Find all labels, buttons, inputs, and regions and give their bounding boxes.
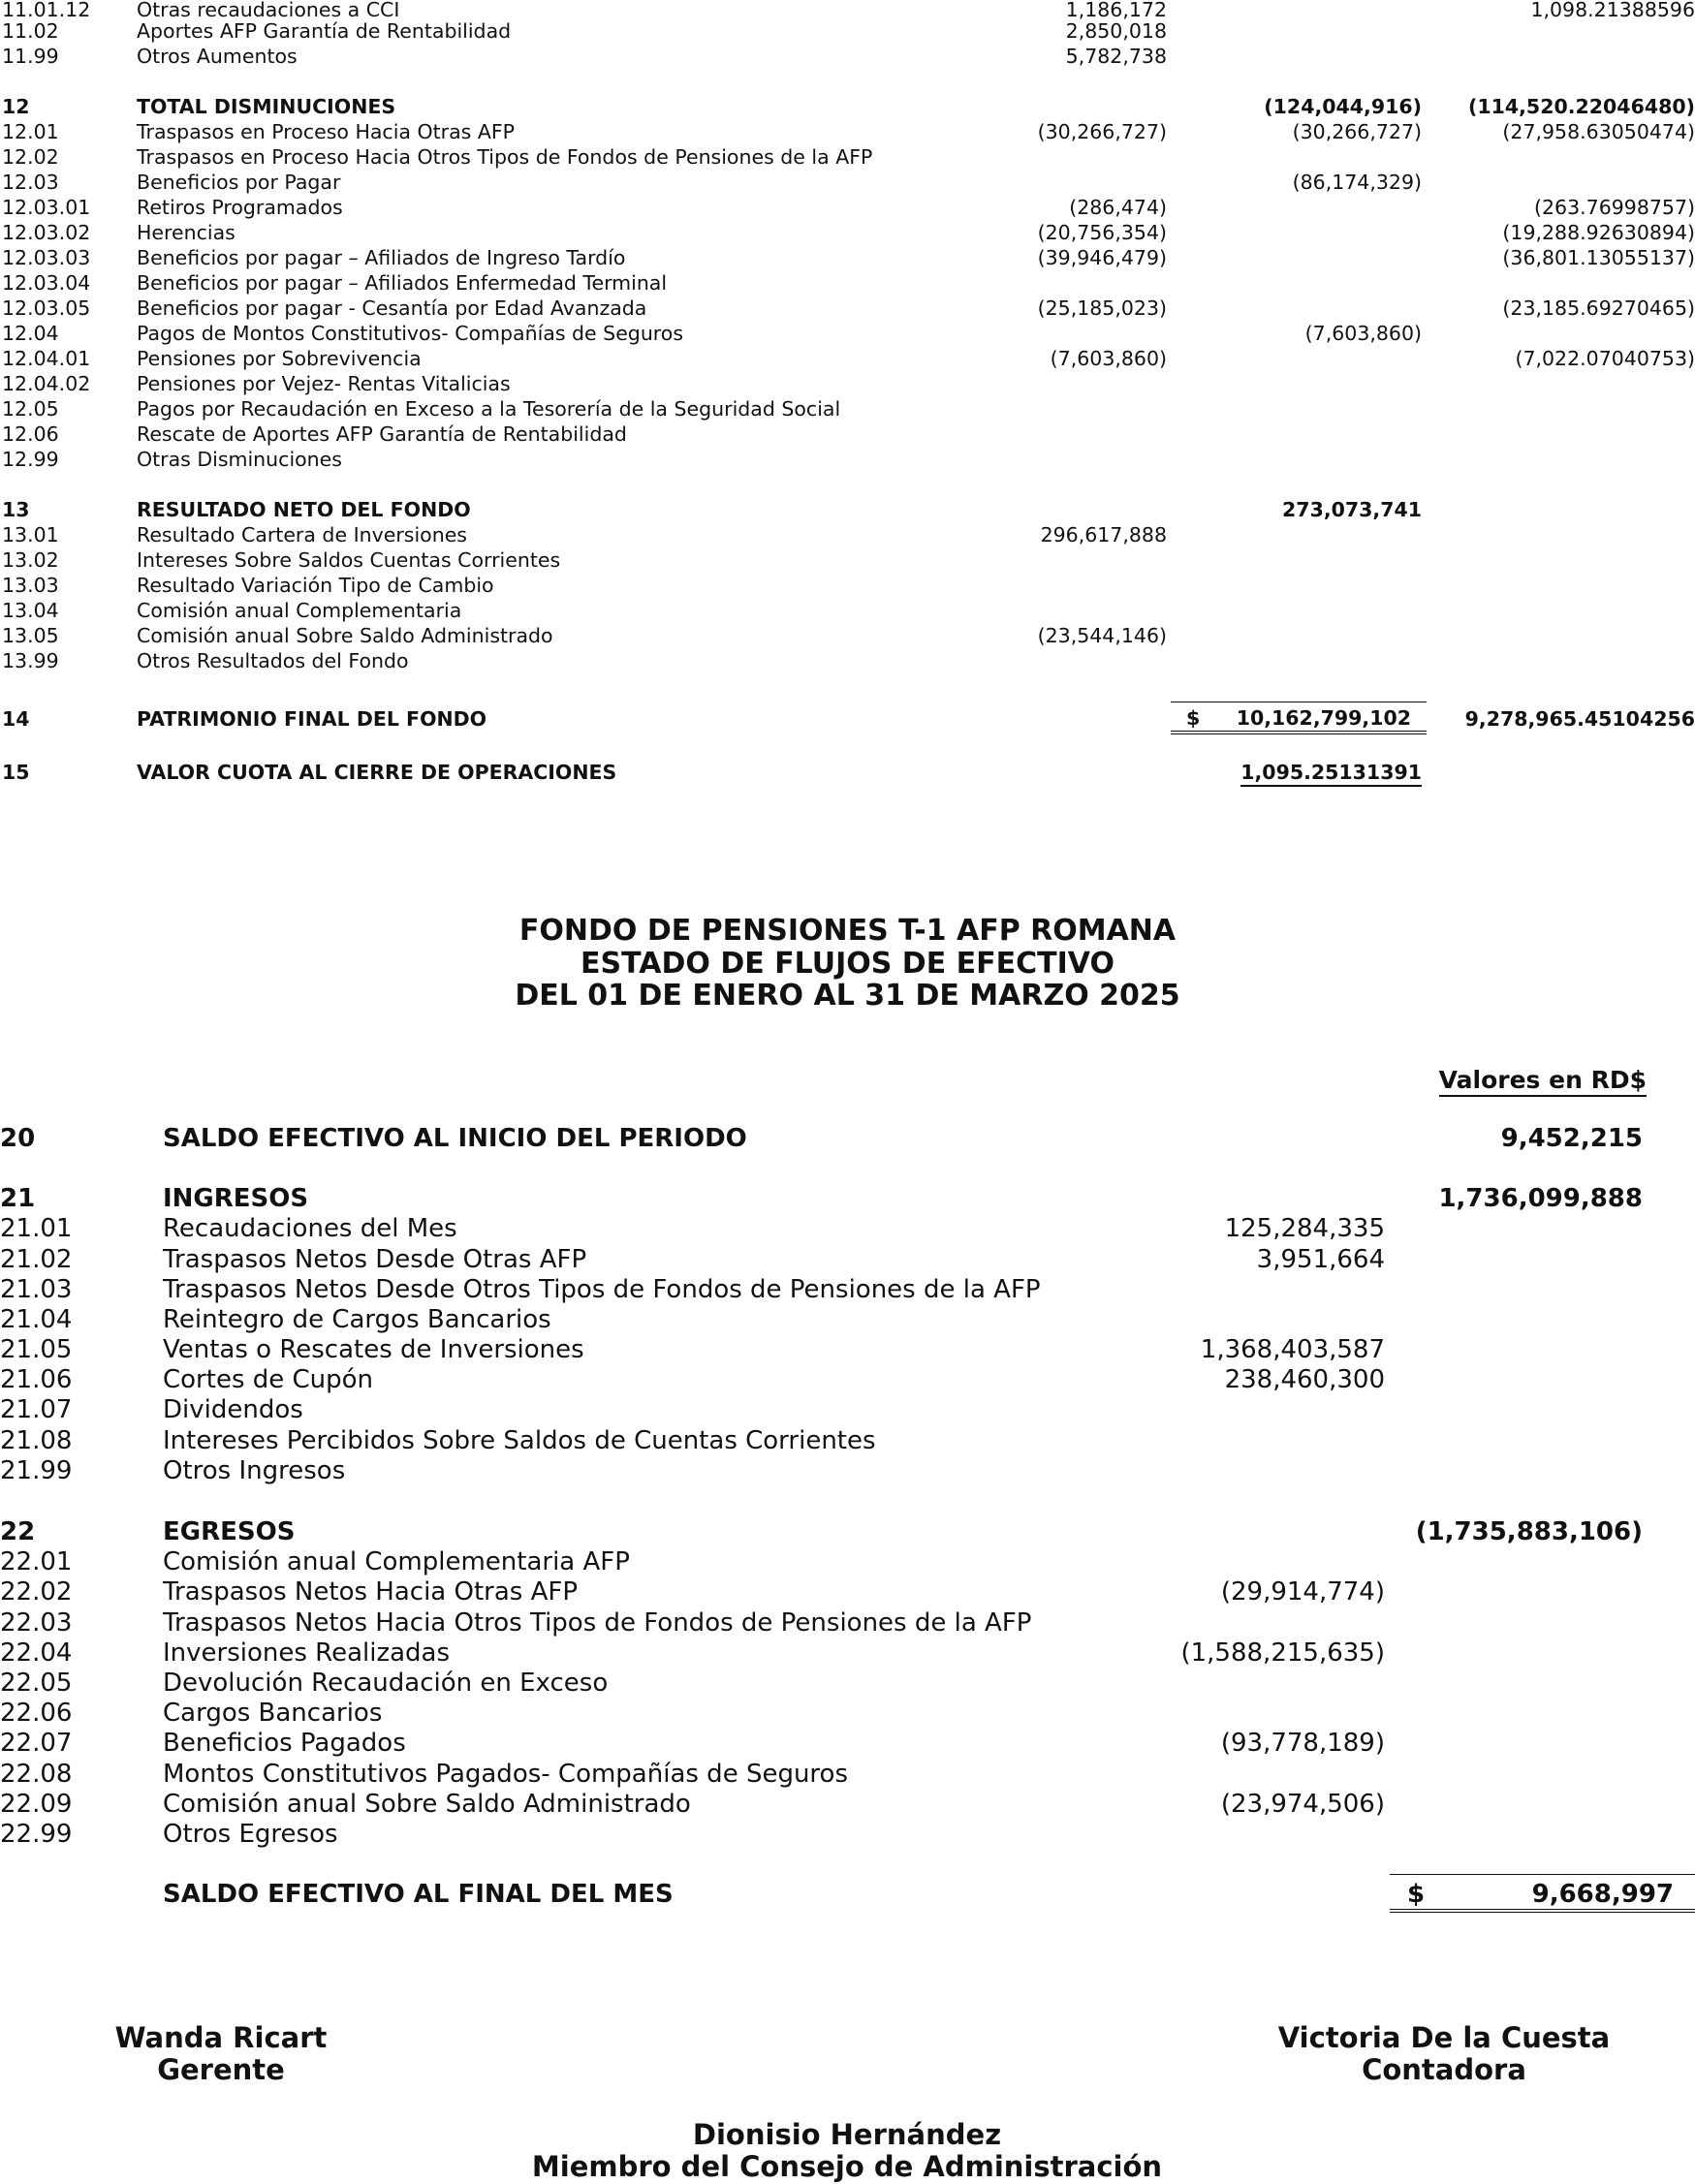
cashflow-desc: Traspasos Netos Hacia Otras AFP <box>163 1577 578 1607</box>
balance-desc: Traspasos en Proceso Hacia Otras AFP <box>137 120 516 143</box>
balance-desc: Comisión anual Complementaria <box>137 599 462 622</box>
cashflow-row <box>0 1699 1695 1728</box>
balance-desc: Otros Aumentos <box>137 45 298 68</box>
balance-desc: Retiros Programados <box>137 196 343 219</box>
cashflow-desc: Traspasos Netos Desde Otras AFP <box>163 1245 587 1274</box>
cashflow-desc: SALDO EFECTIVO AL INICIO DEL PERIODO <box>163 1124 747 1153</box>
balance-row <box>0 246 1695 269</box>
cashflow-desc: Otros Egresos <box>163 1820 338 1849</box>
cashflow-desc: INGRESOS <box>163 1184 309 1213</box>
cashflow-row <box>0 1426 1695 1455</box>
balance-c1: (286,474) <box>1069 196 1167 219</box>
cashflow-code: 22.05 <box>0 1669 73 1698</box>
balance-desc: Traspasos en Proceso Hacia Otros Tipos de Fondos de Pensiones de la AFP <box>137 145 873 169</box>
patrimonio-code: 14 <box>2 707 30 731</box>
cashflow-code: 22.04 <box>0 1638 73 1668</box>
patrimonio-amount: 10,162,799,102 <box>1236 706 1411 730</box>
signature-right <box>1260 2022 1628 2086</box>
balance-row <box>0 448 1695 471</box>
balance-desc: Otros Resultados del Fondo <box>137 649 409 672</box>
cashflow-row <box>0 1305 1695 1334</box>
balance-c1: (25,185,023) <box>1037 296 1167 320</box>
cashflow-desc: Reintegro de Cargos Bancarios <box>163 1305 551 1334</box>
patrimonio-currency: $ <box>1186 706 1201 730</box>
cashflow-code: 21.06 <box>0 1365 73 1394</box>
cashflow-desc: Intereses Percibidos Sobre Saldos de Cuentas Corrientes <box>163 1426 876 1455</box>
balance-c1: 1,186,172 <box>1065 0 1167 21</box>
cashflow-code: 21.04 <box>0 1305 73 1334</box>
balance-code: 11.99 <box>2 45 59 68</box>
balance-row <box>0 0 1695 21</box>
cashflow-code: 22.07 <box>0 1729 73 1758</box>
balance-row <box>0 347 1695 370</box>
cashflow-desc: Ventas o Rescates de Inversiones <box>163 1335 584 1364</box>
balance-code: 12.04 <box>2 322 59 345</box>
cashflow-row <box>0 1184 1695 1213</box>
cashflow-row <box>0 1577 1695 1607</box>
balance-desc: Pensiones por Vejez- Rentas Vitalicias <box>137 372 511 395</box>
balance-c3: (263.76998757) <box>1534 196 1695 219</box>
balance-code: 12 <box>2 95 30 118</box>
cashflow-c1: 1,368,403,587 <box>1200 1335 1385 1364</box>
balance-row <box>0 120 1695 143</box>
valor-cuota-code: 15 <box>2 761 30 784</box>
cashflow-row <box>0 1517 1695 1546</box>
cashflow-row <box>0 1729 1695 1758</box>
balance-desc: Pensiones por Sobrevivencia <box>137 347 422 370</box>
balance-row <box>0 271 1695 295</box>
cashflow-row <box>0 1395 1695 1424</box>
balance-c3: 1,098.21388596 <box>1530 0 1695 21</box>
cashflow-desc: Devolución Recaudación en Exceso <box>163 1669 609 1698</box>
cashflow-desc: Comisión anual Sobre Saldo Administrado <box>163 1790 691 1819</box>
balance-c1: (7,603,860) <box>1050 347 1167 370</box>
cashflow-title-line2: ESTADO DE FLUJOS DE EFECTIVO <box>581 947 1114 981</box>
cashflow-c2: 1,736,099,888 <box>1438 1184 1643 1213</box>
balance-row <box>0 221 1695 244</box>
balance-code: 12.03.05 <box>2 296 91 320</box>
cashflow-desc: Cargos Bancarios <box>163 1699 383 1728</box>
balance-code: 12.03.02 <box>2 221 91 244</box>
cashflow-code: 22.99 <box>0 1820 73 1849</box>
balance-desc: Rescate de Aportes AFP Garantía de Rentabilidad <box>137 422 627 446</box>
cashflow-c1: (93,778,189) <box>1220 1729 1385 1758</box>
patrimonio-label: PATRIMONIO FINAL DEL FONDO <box>137 707 487 731</box>
balance-desc: Beneficios por pagar – Afiliados Enfermedad Terminal <box>137 271 668 295</box>
balance-code: 12.99 <box>2 448 59 471</box>
cashflow-desc: Beneficios Pagados <box>163 1729 406 1758</box>
cashflow-c1: 238,460,300 <box>1224 1365 1385 1394</box>
final-balance-amount: 9,668,997 <box>1531 1880 1674 1909</box>
cashflow-desc: EGRESOS <box>163 1517 296 1546</box>
balance-c3: (7,022.07040753) <box>1515 347 1695 370</box>
balance-code: 12.03.03 <box>2 246 91 269</box>
balance-code: 13.02 <box>2 548 59 572</box>
balance-c2: (7,603,860) <box>1304 322 1422 345</box>
balance-row <box>0 145 1695 169</box>
balance-code: 12.03.01 <box>2 196 91 219</box>
cashflow-c1: (29,914,774) <box>1220 1577 1385 1607</box>
signature-left <box>107 2022 335 2086</box>
cashflow-code: 21.07 <box>0 1395 73 1424</box>
balance-code: 12.04.02 <box>2 372 91 395</box>
cashflow-c1: (23,974,506) <box>1220 1790 1385 1819</box>
cashflow-code: 21 <box>0 1184 36 1213</box>
cashflow-c1: (1,588,215,635) <box>1180 1638 1385 1668</box>
cashflow-c2: (1,735,883,106) <box>1415 1517 1643 1546</box>
cashflow-title-line3: DEL 01 DE ENERO AL 31 DE MARZO 2025 <box>515 979 1180 1013</box>
cashflow-row <box>0 1245 1695 1274</box>
balance-desc: Beneficios por pagar – Afiliados de Ingreso Tardío <box>137 246 626 269</box>
cashflow-code: 21.99 <box>0 1456 73 1485</box>
balance-c1: 296,617,888 <box>1040 523 1167 546</box>
balance-row <box>0 296 1695 320</box>
balance-c1: (39,946,479) <box>1037 246 1167 269</box>
cashflow-desc: Dividendos <box>163 1395 303 1424</box>
balance-code: 13.05 <box>2 624 59 647</box>
cashflow-code: 22.08 <box>0 1760 73 1789</box>
valor-cuota-label: VALOR CUOTA AL CIERRE DE OPERACIONES <box>137 761 617 784</box>
patrimonio-quota-amount: 9,278,965.45104256 <box>1464 707 1695 731</box>
balance-c3: (23,185.69270465) <box>1502 296 1695 320</box>
cashflow-row <box>0 1124 1695 1153</box>
balance-c2: (86,174,329) <box>1292 171 1422 194</box>
final-balance-label: SALDO EFECTIVO AL FINAL DEL MES <box>163 1880 674 1909</box>
balance-row <box>0 45 1695 68</box>
balance-code: 12.05 <box>2 397 59 421</box>
cashflow-title-line1: FONDO DE PENSIONES T-1 AFP ROMANA <box>518 914 1177 948</box>
balance-code: 13.01 <box>2 523 59 546</box>
balance-desc: TOTAL DISMINUCIONES <box>137 95 396 118</box>
cashflow-row <box>0 1820 1695 1849</box>
cashflow-desc: Montos Constitutivos Pagados- Compañías de Seguros <box>163 1760 849 1789</box>
balance-row <box>0 171 1695 194</box>
cashflow-desc: Otros Ingresos <box>163 1456 346 1485</box>
signature-right-name: Victoria De la Cuesta <box>1277 2021 1611 2054</box>
balance-row <box>0 196 1695 219</box>
balance-desc: Herencias <box>137 221 235 244</box>
balance-c1: 5,782,738 <box>1065 45 1167 68</box>
cashflow-code: 22.01 <box>0 1547 73 1576</box>
balance-desc: Otras recaudaciones a CCI <box>137 0 400 21</box>
cashflow-row <box>0 1365 1695 1394</box>
balance-c2: (124,044,916) <box>1264 95 1422 118</box>
cashflow-code: 22.02 <box>0 1577 73 1607</box>
balance-desc: Comisión anual Sobre Saldo Administrado <box>137 624 553 647</box>
balance-desc: Beneficios por pagar - Cesantía por Edad Avanzada <box>137 296 647 320</box>
cashflow-row <box>0 1638 1695 1668</box>
cashflow-code: 21.02 <box>0 1245 73 1274</box>
cashflow-row <box>0 1790 1695 1819</box>
cashflow-desc: Inversiones Realizadas <box>163 1638 451 1668</box>
balance-c1: (23,544,146) <box>1037 624 1167 647</box>
balance-code: 11.01.12 <box>2 0 91 21</box>
values-header: Valores en RD$ <box>1439 1066 1647 1097</box>
balance-c2: 273,073,741 <box>1282 498 1422 521</box>
balance-code: 12.02 <box>2 145 59 169</box>
cashflow-row <box>0 1547 1695 1576</box>
cashflow-desc: Recaudaciones del Mes <box>163 1214 457 1243</box>
balance-code: 13 <box>2 498 30 521</box>
balance-c3: (114,520.22046480) <box>1467 95 1695 118</box>
cashflow-code: 21.08 <box>0 1426 73 1455</box>
cashflow-code: 20 <box>0 1124 36 1153</box>
balance-c2: (30,266,727) <box>1292 120 1422 143</box>
cashflow-row <box>0 1608 1695 1638</box>
balance-c3: (19,288.92630894) <box>1502 221 1695 244</box>
balance-row <box>0 95 1695 118</box>
cashflow-row <box>0 1214 1695 1243</box>
balance-code: 12.06 <box>2 422 59 446</box>
valor-cuota-amount: 1,095.25131391 <box>1240 761 1422 787</box>
balance-row <box>0 498 1695 521</box>
cashflow-row <box>0 1335 1695 1364</box>
balance-row <box>0 322 1695 345</box>
cashflow-code: 21.01 <box>0 1214 73 1243</box>
balance-row <box>0 548 1695 572</box>
final-balance-box <box>1390 1874 1695 1913</box>
balance-row <box>0 422 1695 446</box>
cashflow-desc: Cortes de Cupón <box>163 1365 374 1394</box>
balance-code: 11.02 <box>2 19 59 43</box>
balance-code: 12.03.04 <box>2 271 91 295</box>
cashflow-c1: 125,284,335 <box>1224 1214 1385 1243</box>
balance-code: 13.03 <box>2 574 59 597</box>
cashflow-c1: 3,951,664 <box>1256 1245 1385 1274</box>
balance-desc: Aportes AFP Garantía de Rentabilidad <box>137 19 512 43</box>
balance-code: 13.04 <box>2 599 59 622</box>
balance-row <box>0 372 1695 395</box>
balance-desc: Pagos de Montos Constitutivos- Compañías de Seguros <box>137 322 684 345</box>
cashflow-code: 22.06 <box>0 1699 73 1728</box>
balance-row <box>0 599 1695 622</box>
signature-center-title: Miembro del Consejo de Administración <box>531 2150 1163 2183</box>
signature-left-title: Gerente <box>157 2053 285 2086</box>
balance-c3: (36,801.13055137) <box>1502 246 1695 269</box>
signature-center-name: Dionisio Hernández <box>692 2118 1002 2151</box>
balance-row <box>0 523 1695 546</box>
balance-row <box>0 19 1695 43</box>
signature-left-name: Wanda Ricart <box>114 2021 328 2054</box>
cashflow-row <box>0 1669 1695 1698</box>
balance-code: 12.03 <box>2 171 59 194</box>
cashflow-code: 22 <box>0 1517 36 1546</box>
balance-row <box>0 624 1695 647</box>
cashflow-code: 21.05 <box>0 1335 73 1364</box>
cashflow-code: 21.03 <box>0 1275 73 1304</box>
balance-desc: Intereses Sobre Saldos Cuentas Corrientes <box>137 548 561 572</box>
cashflow-code: 22.09 <box>0 1790 73 1819</box>
signature-center <box>459 2119 1235 2183</box>
balance-row <box>0 397 1695 421</box>
balance-code: 13.99 <box>2 649 59 672</box>
balance-code: 12.04.01 <box>2 347 91 370</box>
balance-desc: RESULTADO NETO DEL FONDO <box>137 498 471 521</box>
cashflow-row <box>0 1760 1695 1789</box>
balance-desc: Pagos por Recaudación en Exceso a la Tesorería de la Seguridad Social <box>137 397 841 421</box>
balance-desc: Otras Disminuciones <box>137 448 342 471</box>
balance-desc: Resultado Cartera de Inversiones <box>137 523 467 546</box>
cashflow-c2: 9,452,215 <box>1500 1124 1643 1153</box>
cashflow-desc: Traspasos Netos Desde Otros Tipos de Fondos de Pensiones de la AFP <box>163 1275 1041 1304</box>
cashflow-desc: Comisión anual Complementaria AFP <box>163 1547 630 1576</box>
balance-row <box>0 649 1695 672</box>
cashflow-code: 22.03 <box>0 1608 73 1638</box>
balance-desc: Beneficios por Pagar <box>137 171 341 194</box>
balance-row <box>0 574 1695 597</box>
cashflow-row <box>0 1275 1695 1304</box>
final-balance-currency: $ <box>1407 1880 1426 1909</box>
balance-desc: Resultado Variación Tipo de Cambio <box>137 574 494 597</box>
balance-code: 12.01 <box>2 120 59 143</box>
cashflow-desc: Traspasos Netos Hacia Otros Tipos de Fondos de Pensiones de la AFP <box>163 1608 1032 1638</box>
balance-c1: (30,266,727) <box>1037 120 1167 143</box>
balance-c1: 2,850,018 <box>1065 19 1167 43</box>
cashflow-row <box>0 1456 1695 1485</box>
balance-c1: (20,756,354) <box>1037 221 1167 244</box>
signature-right-title: Contadora <box>1362 2053 1526 2086</box>
patrimonio-total-box <box>1171 702 1427 734</box>
balance-c3: (27,958.63050474) <box>1502 120 1695 143</box>
